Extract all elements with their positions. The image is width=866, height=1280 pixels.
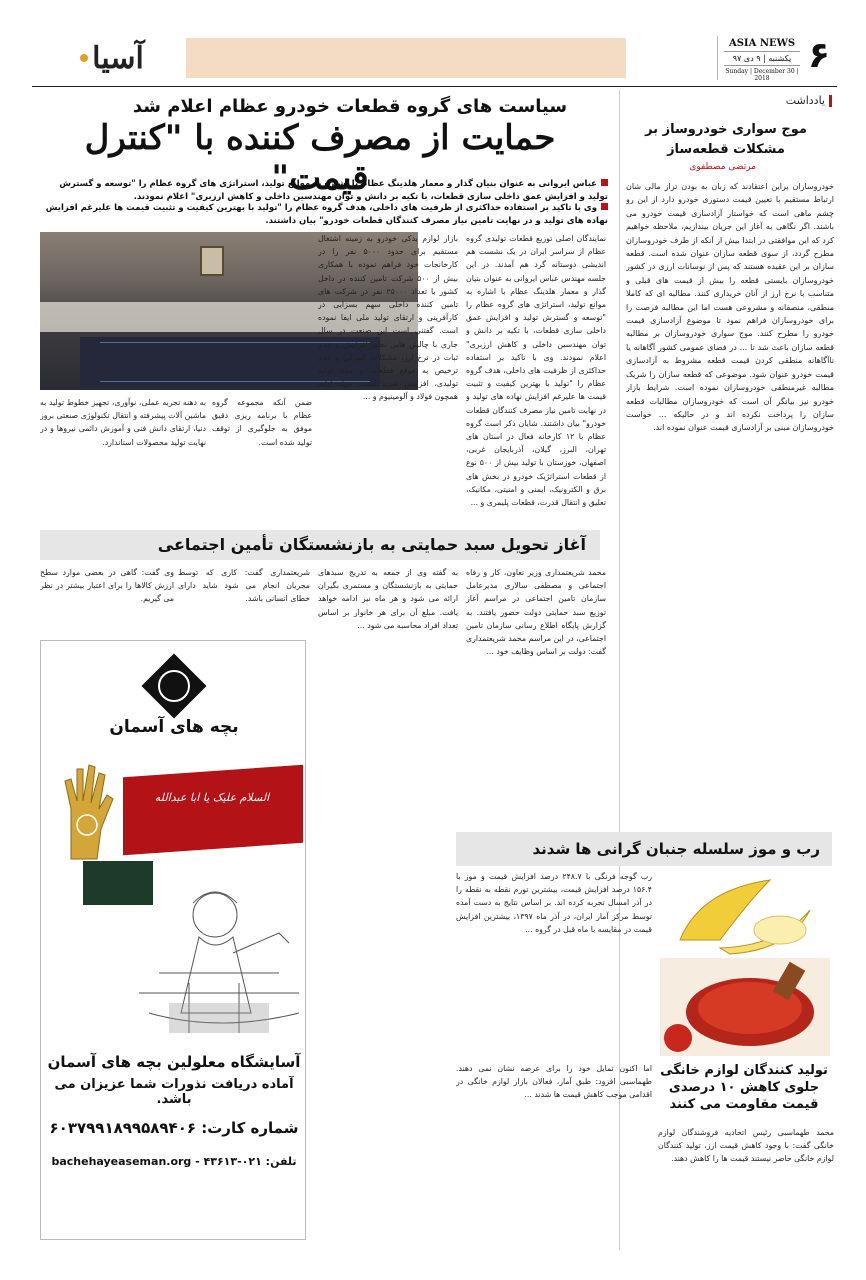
ad-card-number: شماره کارت: ۶۰۳۷۹۹۱۸۹۹۵۸۹۴۰۶ <box>49 1119 299 1137</box>
date-fa: یکشنبه | ۹ دی ۹۷ <box>724 52 800 66</box>
ad-url: bachehayeaseman.org - تلفن: ۰۲۱-۴۳۶۱۳ <box>51 1155 297 1168</box>
ad-brand: بچه های آسمان <box>109 717 239 737</box>
banana-headline: رب و موز سلسله جنبان گرانی ها شدند <box>456 832 832 866</box>
child-sketch-icon <box>129 863 305 1043</box>
article-column-b: بازار لوازم یدکی خودرو به زمینه اشتغال مستقیم برای حدود ۵۰۰۰ نفر را در کارخانجات خود فراهم نموده با همکاری بیش از ۵۰۰ شرکت تامین کننده در داخل کشور با تعداد ۲۵۰۰۰ نفر در شرکت های تامین کننده داخلی سهم بسزایی در کارآفرینی و ارتقای تولید ملی ایفا نموده است. گفتنی است این صنعت در سال جاری با چالش هایی نظیر افزایش و عدم ثبات در نرخ ارز، مشکلات گمرکی و عدم ترخیص به موقع قطعات و مواد اولیه تولیدی، افزایش شدید قیمت مواد اولیه همچون فولاد و آلومینیوم و ... <box>318 234 458 402</box>
appliance-column-b: اما اکنون تمایل خود را برای عرضه نشان نمی دهند. طهماسبی افزود: طبق آمار، فعالان بازار لوازم خانگی در اقدامی موجب کاهش قیمت ها شدند ... <box>456 1064 652 1100</box>
charity-ad <box>40 640 306 1240</box>
note-author: مرتضی مصطفوی <box>689 162 756 172</box>
bullet-square-icon <box>601 203 608 210</box>
header-band <box>186 38 626 78</box>
retire-column-b: به گفته وی از جمعه به تدریج سبدهای حمایتی به بازنشستگان و مستمری بگیران ارائه می شود و هر ماه نیز ادامه خواهد یافت. مبلغ آن برای هر خانوار بر اساس تعداد افراد محاسبه می شود ... <box>318 568 458 630</box>
note-body: خودروسازان براین اعتقادند که زبان به بودن تراز مالی شان ارتباط مستقیم با تعیین قیمت دستوری خودرو دارد از این رو چشم ماهی است که خواستار آزادسازی قیمت خودرو می باشند. اگر نگاهی به آغاز این جریان بیندازیم، ملاحظه خواهیم کرد که این موافقتی در ابتدا بیش از آنکه از طرف خودروسازان مطرح گردد، از سوی قطعه سازان عنوان شده است. قطعه سازان بر این عقیده هستند که پس از نوسانات ارزی در کشور خودروسازان بایستی قطعه را بیش از قیمت های قبلی و متناسب با نرخ ارز از آنان خریداری کنند. مطالبه ای که کاملا منطقی، منصفانه و مشروعی هست اما این مطالبه فرصت را برای خودروسازان فراهم نمود تا موضوع آزادسازی قیمت خودرو را مطرح کنند. موج سواری خودروسازان بر مطالبه قطعه سازان باعث شد تا ... در فضای عمومی کشور آگاهانه یا ناآگاهانه منطقی کردن قیمت قطعه مشروط به آزادسازی قیمت خودرو عنوان شود. موضوعی که قطعه سازان را شریک مطالبه غیرمنطقی خودروسازان نموده است. شرایط بازار خودرو نیز بیانگر آن است که خودروسازان مطالبات قطعه سازان را پرداخت نکرده اند و در حالیکه ... خواست خودروسازان مبنی بر آزادسازی قیمت عنوان نموده اند. <box>626 182 834 433</box>
red-flag <box>123 765 303 856</box>
ad-title: آسایشگاه معلولین بچه های آسمان <box>47 1053 301 1071</box>
retire-headline: آغاز تحویل سبد حمایتی به بازنشستگان تأمین اجتماعی <box>40 530 600 560</box>
flag-text: السلام علیک یا ابا عبدالله <box>154 791 270 804</box>
retire-column-c: شریعتمداری گفت: کاری که توسط مجریان انجام می شود شاید دارای خطای انسانی باشد. <box>178 568 310 604</box>
banana-body: رب گوجه فرنگی با ۲۴۸.۷ درصد افزایش قیمت و موز با ۱۵۶.۴ درصد افزایش قیمت، بیشترین تورم نقطه به نقطه را در آذر امسال تجربه کرده اند. بر اساس نتایج به دست آمده توسط مرکز آمار ایران، در آذر ماه ۱۳۹۷، بیشترین افزایش قیمت در مقایسه با ماه قبل در گروه ... <box>456 872 652 934</box>
logo-text: آسیا <box>92 40 144 76</box>
lead-1-text: عباس ایروانی به عنوان بنیان گذار و معمار هلدینگ عظام با اشاره به موانع تولید، استراتژی های گروه عظام را "توسعه و گسترش تولید و افزایش عمق داخلی سازی قطعات، با تکیه بر دانش و توان مهندسین داخلی و کاهش ارزبری" اعلام نمودند. <box>59 179 608 202</box>
paper-name: ASIA NEWS <box>724 38 800 52</box>
logo <box>40 38 180 78</box>
note-kicker <box>786 94 832 107</box>
note-title: موج سواری خودروساز بر مشکلات قطعه‌ساز <box>645 122 807 157</box>
lead-2-text: وی با تاکید بر استفاده حداکثری از ظرفیت های داخلی، هدف گروه عظام را "تولید با بهترین کیفیت و تثبیت قیمت ها علیرغم افزایش نهاده های تولید و در نهایت تامین نیاز مصرف کنندگان قطعات خودرو" بیان داشتند. <box>45 203 608 226</box>
portrait-frame <box>200 246 224 276</box>
logo-dot-icon <box>80 54 88 62</box>
header-divider <box>717 36 718 80</box>
emblem-inner-icon <box>158 670 190 702</box>
article-column-a: نمایندگان اصلی توزیع قطعات تولیدی گروه عظام از سراسر ایران در یک نشست هم اندیشی دوستانه گرد هم آمدند. در این جلسه مهندس عباس ایروانی به عنوان بنیان گذار و معمار هلدینگ عظام با اشاره به موانع تولید، استراتژی های گروه عظام را "توسعه و گسترش تولید و افزایش عمق داخلی سازی قطعات، با تکیه بر دانش و توان مهندسین داخلی و کاهش ارزبری" اعلام نمودند. وی با تاکید بر استفاده حداکثری از ظرفیت های داخلی، هدف گروه عظام را "تولید با بهترین کیفیت و تثبیت قیمت ها علیرغم افزایش نهاده های تولید و در نهایت تامین نیاز مصرف کنندگان قطعات خودرو" بیان داشتند. شایان ذکر است گروه عظام با ۱۲ کارخانه فعال در استان های تهران، البرز، گیلان، آذربایجان غربی، اصفهان، خوزستان با تولید بیش از ۵۰۰ نوع از قطعات استراتژیک خودرو در بخش های برق و الکترونیک، ایمنی و امنیتی، مکانیک، تعلیق و انتقال قدرت، قطعات پلیمری و ... <box>466 234 606 508</box>
kicker-bar-icon <box>829 95 832 107</box>
tomato-paste-image <box>660 958 830 1056</box>
appliance-body: محمد طهماسبی رئیس اتحادیه فروشندگان لوازم خانگی گفت: با وجود کاهش قیمت ارز، تولید کنندگان لوازم خانگی حاضر نیستند قیمت ها را کاهش دهند. <box>658 1128 834 1164</box>
date-en: Sunday | December 30 | 2018 <box>725 68 799 82</box>
ad-subtitle: آماده دریافت نذورات شما عزیزان می باشد. <box>54 1077 294 1107</box>
main-headline: حمایت از مصرف کننده با "کنترل قیمت" <box>84 118 556 198</box>
retire-column-a: محمد شریعتمداری وزیر تعاون، کار و رفاه اجتماعی و مصطفی سالاری مدیرعامل سازمان تامین اجتماعی در مراسم آغاز توزیع سبد حمایتی دولت حضور یافتند. به گزارش پایگاه اطلاع رسانی سازمان تامین اجتماعی، در این مراسم محمد شریعتمداری گفت: دولت بر اساس وظایف خود ... <box>466 568 606 657</box>
main-kicker: سیاست های گروه قطعات خودرو عظام اعلام شد <box>132 96 568 117</box>
top-rule <box>32 86 837 87</box>
page-number: ۶ <box>808 35 830 76</box>
retire-column-d: وی گفت: گاهی در بعضی موارد سطح ارزش کالاها را برای اعتبار بیشتر در نظر می گیریم. <box>40 568 174 604</box>
hand-icon <box>51 759 121 869</box>
lead-paragraph-2 <box>40 202 608 228</box>
banana-image <box>660 870 830 956</box>
lead-paragraph-1 <box>40 178 608 204</box>
paper-meta <box>724 38 800 82</box>
article-column-d: به دهنه تجربه عملی، نوآوری، تجهیز خطوط تولید به ماشین آلات پیشرفته و انتقال تکنولوژی صنعتی بروز دنیا، ارتقای دانش فنی و آموزش دائمی نیروها و در نهایت تولید محصولات استاندارد. <box>40 398 206 447</box>
appliance-headline: تولید کنندگان لوازم خانگی جلوی کاهش ۱۰ درصدی قیمت مقاومت می کنند <box>660 1063 828 1112</box>
bullet-square-icon <box>601 179 608 186</box>
note-kicker-label: یادداشت <box>785 94 825 107</box>
article-column-c: ضمن آنکه مجموعه گروه عظام با برنامه ریزی دقیق موفق به جلوگیری از توقف تولید شده است. <box>212 398 312 447</box>
